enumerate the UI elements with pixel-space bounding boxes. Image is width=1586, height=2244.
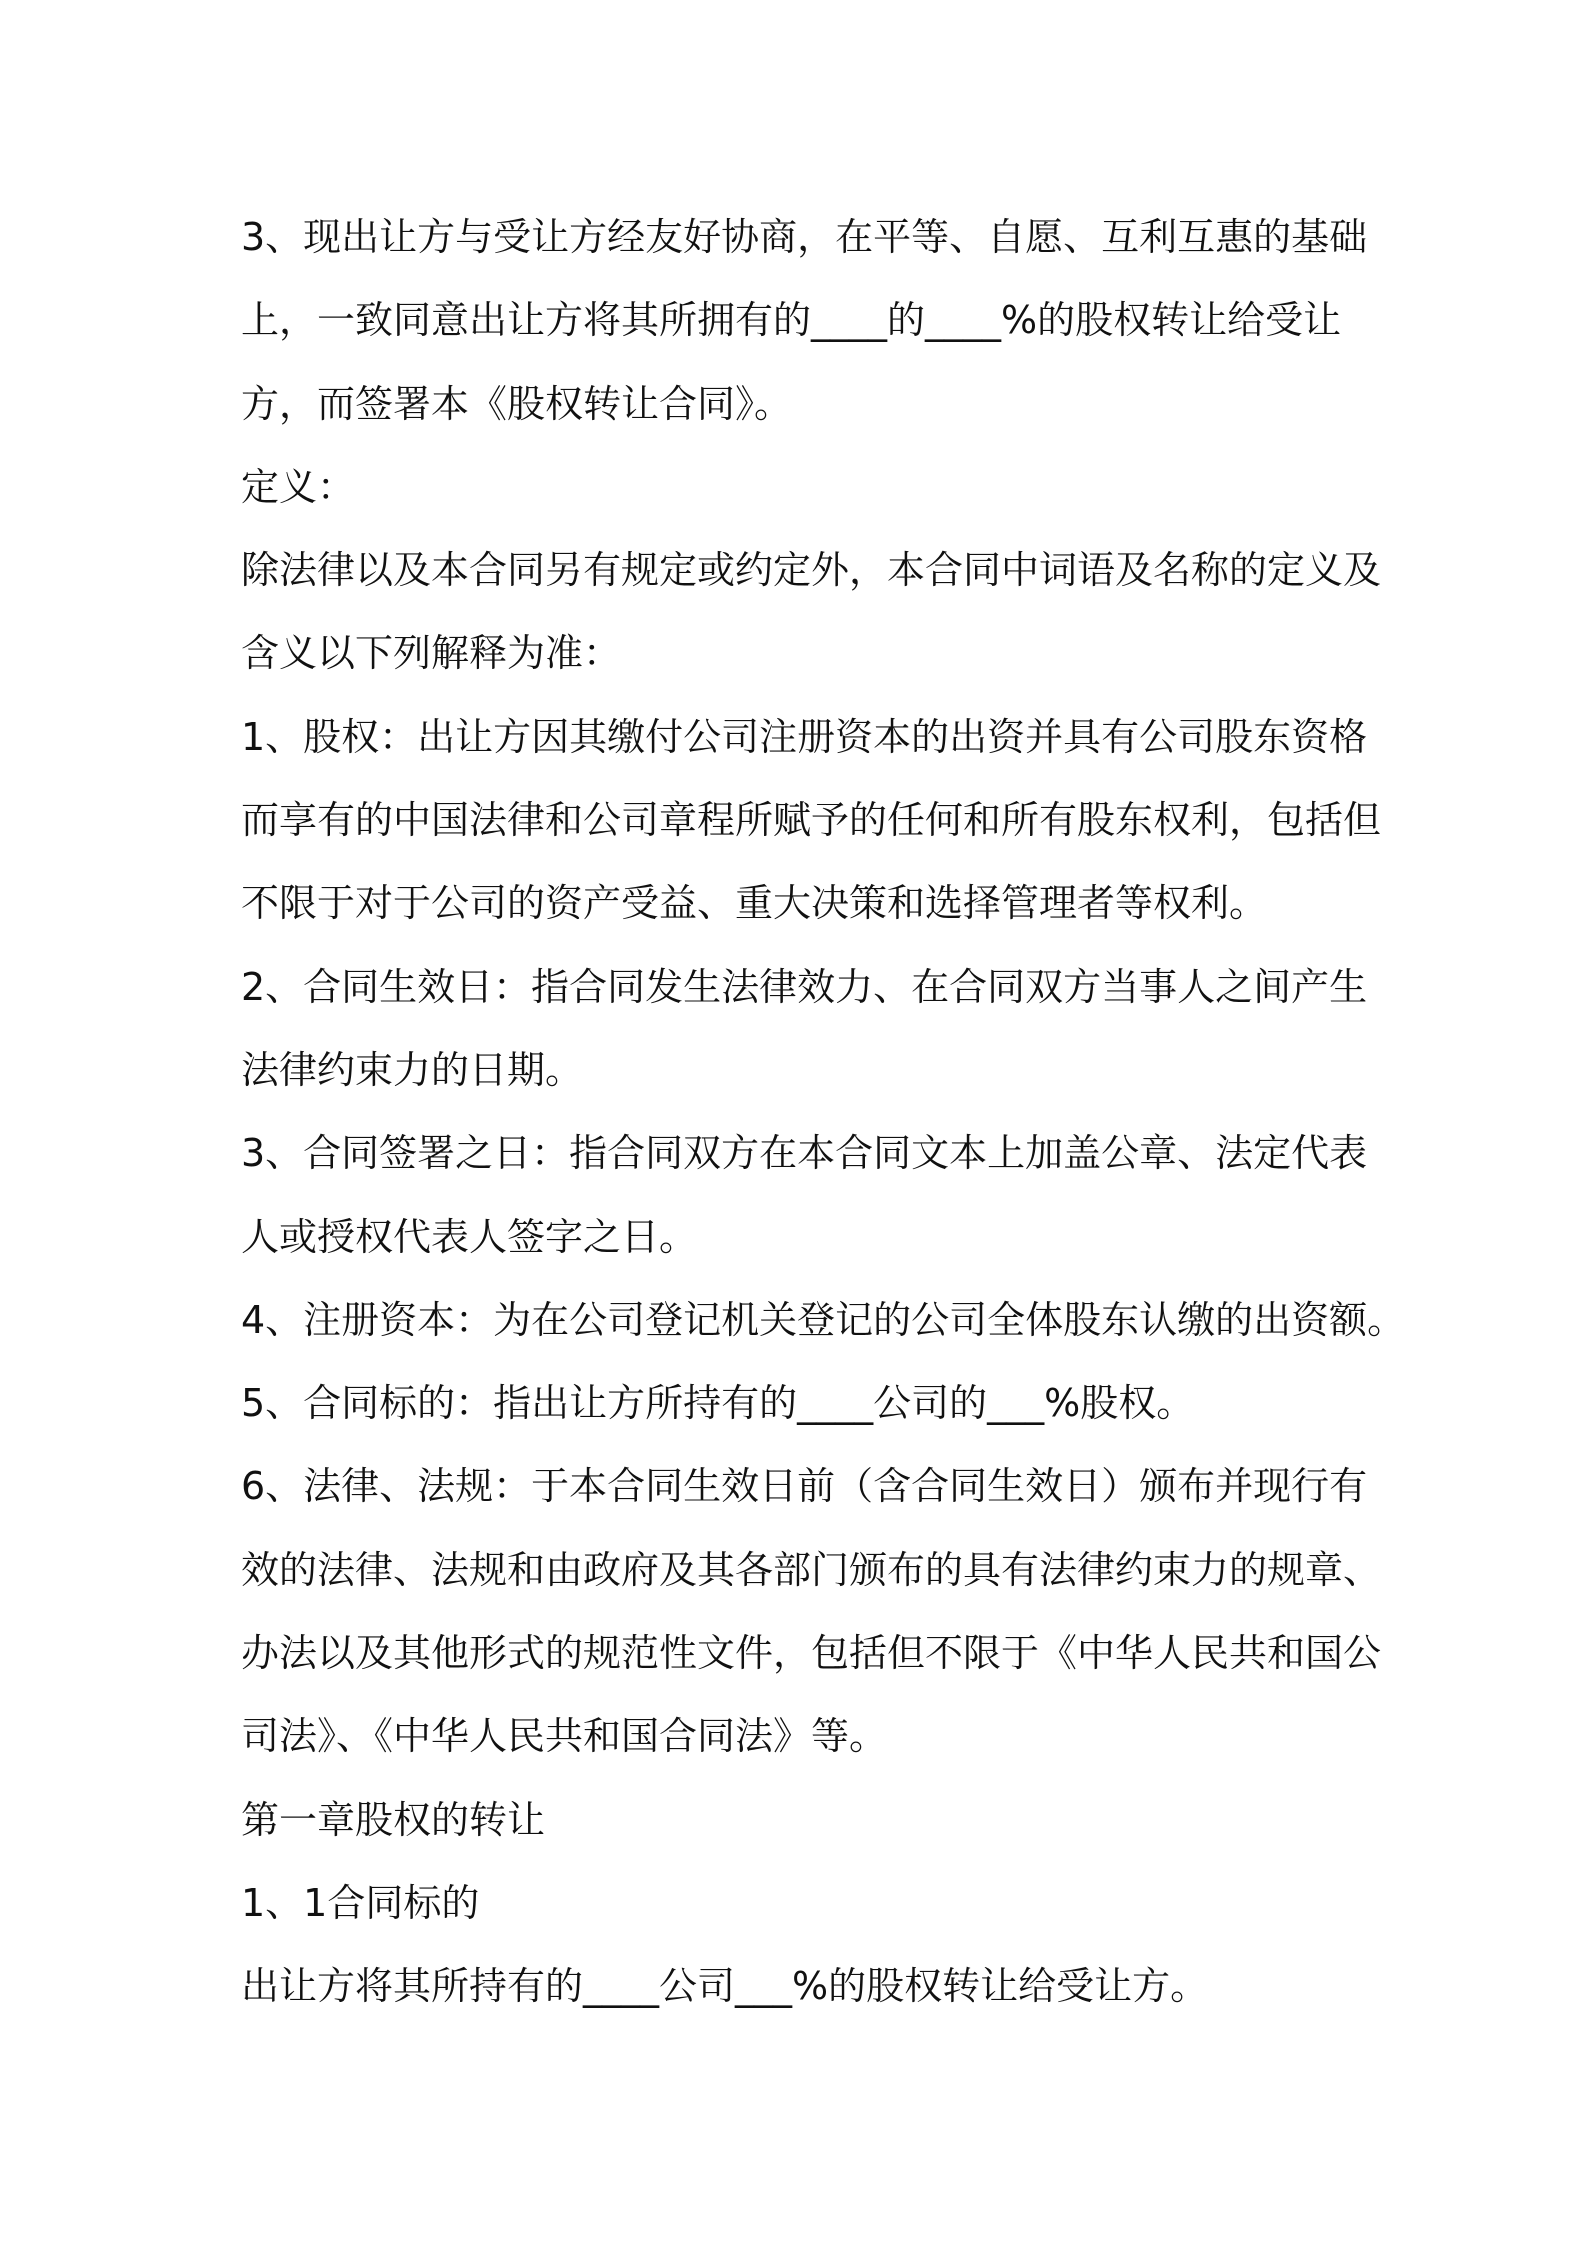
text-line: 而享有的中国法律和公司章程所赋予的任何和所有股东权利，包括但	[241, 798, 1382, 843]
text-line: 司法》、《中华人民共和国合同法》等。	[241, 1714, 888, 1759]
text-line: 3、合同签署之日：指合同双方在本合同文本上加盖公章、法定代表	[241, 1131, 1368, 1176]
text-line: 3、现出让方与受让方经友好协商，在平等、自愿、互利互惠的基础	[241, 215, 1368, 259]
text-line: 法律约束力的日期。	[241, 1047, 584, 1092]
text-line: 不限于对于公司的资产受益、重大决策和选择管理者等权利。	[241, 881, 1268, 926]
text-line: 除法律以及本合同另有规定或约定外，本合同中词语及名称的定义及	[241, 548, 1382, 593]
document-body	[241, 196, 1406, 2029]
text-line: 1、股权：出让方因其缴付公司注册资本的出资并具有公司股东资格	[241, 714, 1368, 759]
text-line: 上，一致同意出让方将其所拥有的____的____%的股权转让给受让	[241, 298, 1342, 343]
chapter-heading: 第一章股权的转让	[241, 1797, 546, 1842]
text-line: 效的法律、法规和由政府及其各部门颁布的具有法律约束力的规章、	[241, 1547, 1382, 1592]
subsection-heading: 1、1合同标的	[241, 1880, 480, 1925]
text-line: 2、合同生效日：指合同发生法律效力、在合同双方当事人之间产生	[241, 964, 1368, 1009]
text-line: 方，而签署本《股权转让合同》。	[241, 381, 793, 426]
text-line: 出让方将其所持有的____公司___%的股权转让给受让方。	[241, 1964, 1209, 2009]
text-line: 5、合同标的：指出让方所持有的____公司的___%股权。	[241, 1381, 1195, 1426]
text-line: 6、法律、法规：于本合同生效日前（含合同生效日）颁布并现行有	[241, 1464, 1368, 1509]
text-line: 办法以及其他形式的规范性文件，包括但不限于《中华人民共和国公	[241, 1631, 1382, 1676]
text-line: 含义以下列解释为准：	[241, 631, 622, 676]
section-heading: 定义：	[241, 464, 356, 509]
text-line: 4、注册资本：为在公司登记机关登记的公司全体股东认缴的出资额。	[241, 1297, 1406, 1342]
text-line: 人或授权代表人签字之日。	[241, 1214, 698, 1259]
